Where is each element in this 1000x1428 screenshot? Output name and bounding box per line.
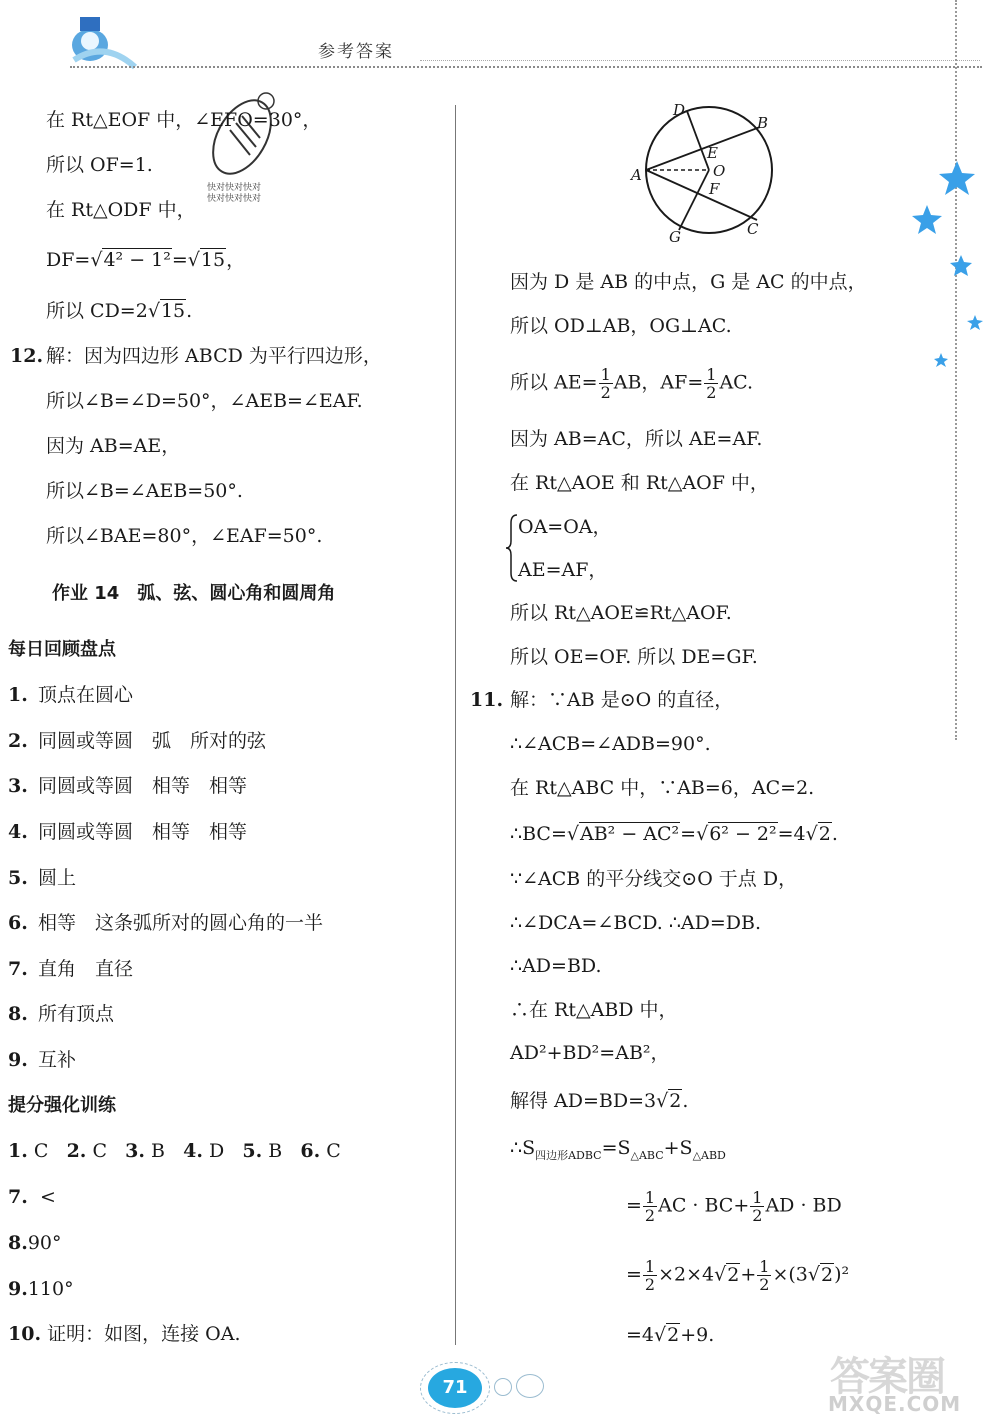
mc-answer: C [33,1140,49,1162]
sqrt-sign-icon: √ [566,823,579,845]
review-item: 互补 [38,1049,77,1071]
mc-answer: C [326,1140,341,1162]
right-line-5: 在 Rt△AOE 和 Rt△AOF 中， [510,472,769,494]
header-divider-top [420,60,980,61]
review-item: 同圆或等圆 相等 相等 [38,821,248,843]
q10-line [8,1322,241,1346]
diagram-chord-ab [646,127,760,170]
review-num: 7. [8,958,28,980]
mc-answer: B [268,1140,283,1162]
section-title: 作业 14 弧、弦、圆心角和圆周角 [52,583,336,604]
review-num: 1. [8,684,28,706]
right-line-9: 所以 OE=OF. 所以 DE=GF. [510,646,758,668]
mc-num: 1. [8,1140,28,1162]
header-title: 参考答案 [318,42,394,62]
fraction-denominator: 2 [644,1206,656,1225]
review-num: 2. [8,730,28,752]
fraction-half [643,1258,657,1293]
sqrt-sign-icon: √ [807,1263,820,1286]
review-item: 同圆或等圆 相等 相等 [38,775,248,797]
right-line-1: 因为 D 是 AB 的中点，G 是 AC 的中点， [510,271,867,293]
review-title: 每日回顾盘点 [8,639,116,660]
q11-line-5: ∵∠ACB 的平分线交⊙O 于点 D， [510,868,798,890]
mc-num: 6. [300,1140,321,1162]
step2-plus: + [740,1263,757,1286]
fraction-numerator: 1 [644,1257,656,1276]
step-eq: = [626,1194,642,1217]
q11-line-1: 解：∵AB 是⊙O 的直径， [510,689,734,711]
ad-radicand: 2 [669,1090,682,1112]
q7-line [8,1185,56,1209]
fraction-denominator: 2 [706,383,717,402]
footer-circle-icon [516,1374,544,1398]
df-label: DF= [46,249,91,271]
watermark-url: MXQE.COM [828,1392,962,1416]
brace-icon [505,513,519,583]
fraction-numerator: 1 [644,1188,656,1207]
star-decoration-icon [905,155,990,380]
left-line-1: 在 Rt△EOF 中，∠EFO=30°， [46,109,322,131]
bc-radicand-3: 2 [818,823,831,845]
left-line-4 [46,248,245,272]
q8-line [8,1231,62,1255]
q11-line-13 [626,1258,849,1293]
q11-number: 11. [470,689,504,711]
review-num: 8. [8,1003,28,1025]
bc-radicand-1: AB² − AC² [579,823,680,845]
fraction-numerator: 1 [706,365,717,384]
bread-sticker-icon [200,85,290,185]
q10-text: 证明：如图，连接 OA. [47,1323,241,1345]
area-s: ∴S [510,1137,536,1159]
cd-radicand: 15 [160,300,186,322]
sqrt-sign-icon: √ [656,1090,669,1112]
diagram-label-g: G [669,228,681,246]
review-item: 直角 直径 [38,958,134,980]
q12-number: 12. [10,345,44,367]
bc-eq: = [680,823,697,845]
watermark-logo: 答案圈 [830,1354,944,1400]
q12-line-1: 解：因为四边形 ABCD 为平行四边形， [46,345,382,367]
fraction-half [757,1258,771,1293]
area-sub-3: △ABD [692,1148,726,1162]
diagram-segment-og [679,170,709,230]
step2-mul-2: ×(3 [772,1263,808,1286]
q12-line-4: 所以∠B=∠AEB=50°. [46,480,243,502]
review-num: 6. [8,912,28,934]
sticker-caption-line2: 快对快对快对 [207,194,262,204]
fraction-half [750,1189,764,1224]
bc-tail: . [831,823,838,845]
step-ad-bd: AD · BD [765,1194,842,1217]
step2-mul: ×2×4 [658,1263,715,1286]
q11-line-3: 在 Rt△ABC 中，∵AB=6，AC=2. [510,777,815,799]
sqrt-sign-icon: √ [187,249,200,271]
right-line-2: 所以 OD⊥AB，OG⊥AC. [510,315,732,337]
sqrt-sign-icon: √ [654,1324,667,1346]
q8-answer: 90° [27,1232,62,1254]
fraction-numerator: 1 [759,1257,770,1276]
sqrt-sign-icon: √ [147,300,160,322]
q12-line-2: 所以∠B=∠D=50°，∠AEB=∠EAF. [46,390,363,412]
step2-radicand-2: 2 [820,1263,834,1286]
review-item: 相等 这条弧所对的圆心角的一半 [38,912,324,934]
q8-num: 8. [8,1232,28,1254]
sticker-caption-line1: 快对快对快对 [207,183,262,193]
q12-line-5: 所以∠BAE=80°，∠EAF=50°. [46,525,323,547]
review-num: 5. [8,867,28,889]
mc-num: 5. [242,1140,263,1162]
q7-num: 7. [8,1186,28,1208]
cd-label: 所以 CD=2 [46,300,148,322]
mc-num: 4. [183,1140,203,1162]
ac-tail: AC. [719,371,754,394]
diagram-label-b: B [757,114,769,132]
fraction-denominator: 2 [644,1275,656,1294]
sqrt-sign-icon: √ [90,249,103,271]
right-line-7: AE=AF， [518,559,608,581]
step-ac-bc: AC · BC+ [658,1194,750,1217]
footer-circle-icon [494,1378,512,1396]
q9-line [8,1277,74,1301]
af-label: AB，AF= [613,371,704,394]
fraction-numerator: 1 [752,1188,763,1207]
q11-line-8: ∴在 Rt△ABD 中， [510,999,678,1021]
area-sub-2: △ABC [630,1148,664,1162]
mc-answer: B [151,1140,165,1162]
mc-answer: C [92,1140,107,1162]
bc-label: ∴BC= [510,823,567,845]
review-num: 3. [8,775,28,797]
q9-answer: 110° [27,1278,74,1300]
left-line-2: 所以 OF=1. [46,154,153,176]
cd-tail: . [186,300,193,322]
column-divider [455,105,456,1345]
area-sub-1: 四边形ADBC [535,1148,602,1162]
q12-line-3: 因为 AB=AE， [46,435,181,457]
q11-line-14 [626,1323,714,1347]
final-radicand: 2 [667,1324,680,1346]
diagram-label-e: E [707,144,718,162]
review-num: 9. [8,1049,28,1071]
df-tail: ， [226,249,246,271]
diagram-segment-od [687,111,709,170]
fraction-half [599,366,613,401]
mc-num: 3. [125,1140,145,1162]
right-line-8: 所以 Rt△AOE≌Rt△AOF. [510,602,732,624]
review-item: 所有顶点 [38,1003,115,1025]
final-prefix: =4 [626,1324,655,1346]
right-line-4: 因为 AB=AC，所以 AE=AF. [510,428,763,450]
diagram-label-o: O [713,162,726,180]
mc-answer: D [209,1140,225,1162]
review-num: 4. [8,821,28,843]
diagram-label-f: F [709,180,720,198]
left-line-3: 在 Rt△ODF 中， [46,199,196,221]
q7-answer: < [39,1186,56,1208]
q11-line-2: ∴∠ACB=∠ADB=90°. [510,733,711,755]
df-radicand: 4² − 1² [103,249,171,271]
q11-line-7: ∴AD=BD. [510,955,602,977]
ad-label: 解得 AD=BD=3 [510,1090,657,1112]
mc-num: 2. [66,1140,87,1162]
step2-radicand-1: 2 [727,1263,740,1286]
fraction-half [704,366,718,401]
review-item: 顶点在圆心 [38,684,134,706]
header-mascot-icon [60,5,150,75]
bc-radicand-2: 6² − 2² [709,823,777,845]
step2-eq: = [626,1263,642,1286]
left-line-5 [46,299,192,323]
q11-line-10 [510,1089,688,1113]
ad-tail: . [682,1090,689,1112]
q11-line-4 [510,822,838,846]
diagram-label-c: C [747,220,759,238]
area-eq: =S [601,1137,631,1159]
area-plus: +S [663,1137,693,1159]
q11-line-12 [626,1189,842,1224]
final-tail: +9. [680,1324,715,1346]
right-line-6: OA=OA， [518,516,612,538]
ae-label: 所以 AE= [510,371,598,394]
q11-line-6: ∴∠DCA=∠BCD. ∴AD=DB. [510,912,762,934]
fraction-half [643,1189,657,1224]
header-divider [70,66,982,68]
review-item: 同圆或等圆 弧 所对的弦 [38,730,267,752]
sqrt-sign-icon: √ [805,823,818,845]
q11-line-9: AD²+BD²=AB²， [510,1042,670,1064]
sqrt-sign-icon: √ [696,823,709,845]
q11-line-11 [510,1136,726,1168]
diagram-label-d: D [673,101,686,119]
fraction-denominator: 2 [752,1206,763,1225]
bc-eq-2: =4 [777,823,806,845]
review-item: 圆上 [38,867,77,889]
df-eq: = [171,249,188,271]
fraction-denominator: 2 [600,383,611,402]
step2-tail: )² [834,1263,850,1286]
fraction-denominator: 2 [759,1275,770,1294]
q9-num: 9. [8,1278,28,1300]
right-line-3 [510,366,753,401]
mc-answers [8,1139,341,1163]
q10-num: 10. [8,1323,42,1345]
diagram-label-a: A [631,166,642,184]
circle-diagram [625,100,785,248]
df-result: 15 [200,249,226,271]
fraction-numerator: 1 [600,365,611,384]
page-number: 71 [428,1368,482,1408]
sqrt-sign-icon: √ [714,1263,727,1286]
training-title: 提分强化训练 [8,1095,116,1116]
sticker-caption [207,183,261,205]
